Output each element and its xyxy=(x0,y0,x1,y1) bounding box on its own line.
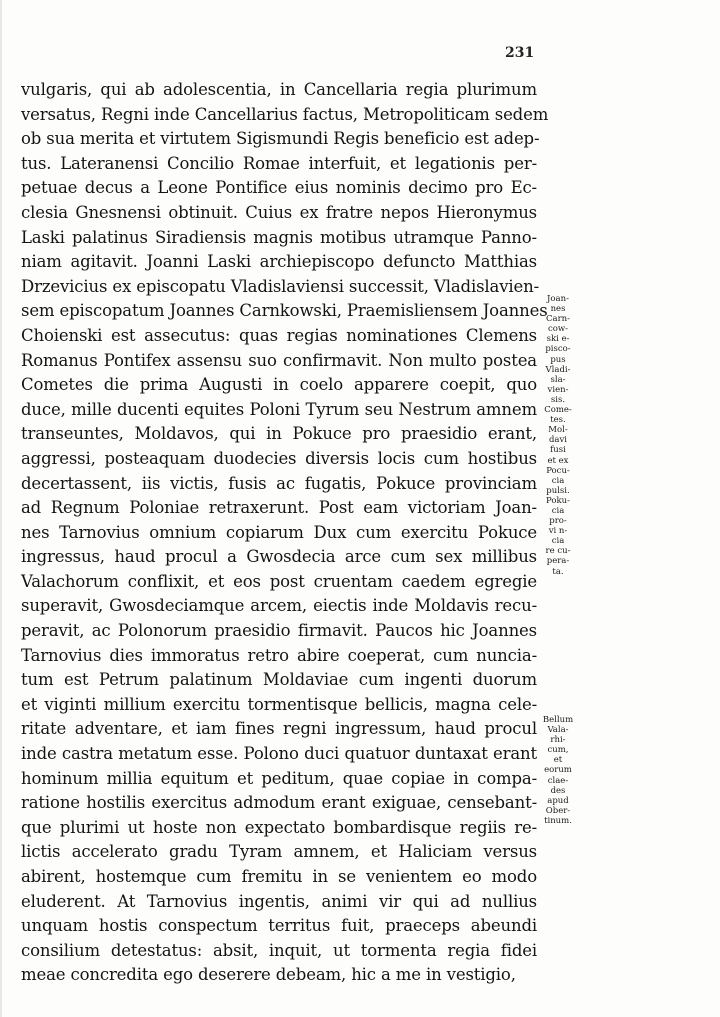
text-line: ob sua merita et virtutem Sigismundi Regis beneficio est adep- xyxy=(21,129,540,149)
text-line: que plurimi ut hoste non expectato bombardisque regiis re- xyxy=(21,817,537,837)
margin-note-line: re cu- xyxy=(545,546,571,557)
text-line: abirent, hostemque cum fremitu in se venientem eo modo xyxy=(21,867,537,886)
margin-note-line: cia xyxy=(551,505,565,516)
text-line: inde castra metatum esse. Polono duci quatuor duntaxat erant xyxy=(21,744,537,764)
margin-note-line: fusi xyxy=(550,445,566,456)
page-number: 231 xyxy=(505,45,535,61)
margin-note-carnkowski xyxy=(538,294,578,577)
margin-note-line: nes xyxy=(550,304,566,315)
text-line: unquam hostis conspectum territus fuit, praeceps abeundi xyxy=(21,916,537,936)
text-line: sem episcopatum Joannes Carnkowski, Praemisliensem Joannes xyxy=(21,301,548,321)
text-line: niam agitavit. Joanni Laski archiepiscopo defuncto Matthias xyxy=(21,252,537,272)
margin-note-line: ski e- xyxy=(546,334,570,345)
text-line: vulgaris, qui ab adolescentia, in Cancellaria regia plurimum xyxy=(21,80,537,99)
margin-note-bellum xyxy=(538,715,578,826)
margin-note-line: Poku- xyxy=(546,495,570,506)
margin-note-line: davi xyxy=(548,435,568,446)
text-line: peravit, ac Polonorum praesidio firmavit. Paucos hic Joannes xyxy=(21,621,537,641)
text-line: Cometes die prima Augusti in coelo apparere coepit, quo xyxy=(21,375,537,395)
margin-note-line: Bellum xyxy=(542,715,574,725)
text-line: Valachorum conflixit, et eos post cruentam caedem egregie xyxy=(21,571,537,591)
text-line: ritate adventare, et iam fines regni ingressum, haud procul xyxy=(21,719,537,739)
text-line: petuae decus a Leone Pontifice eius nominis decimo pro Ec- xyxy=(21,178,537,198)
margin-note-line: pro- xyxy=(549,516,567,527)
margin-note-line: rhi- xyxy=(550,735,566,746)
text-line: Laski palatinus Siradiensis magnis motibus utramque Panno- xyxy=(21,227,537,247)
margin-note-line: pus xyxy=(550,354,566,365)
margin-note-line: Pocu- xyxy=(546,465,570,476)
text-line: superavit, Gwosdeciamque arcem, eiectis inde Moldavis recu- xyxy=(21,596,537,616)
text-line: ingressus, haud procul a Gwosdecia arce cum sex millibus xyxy=(21,547,537,567)
margin-note-line: Mol- xyxy=(548,425,568,436)
text-line: Drzevicius ex episcopatu Vladislaviensi successit, Vladislavien- xyxy=(21,276,540,296)
text-line: versatus, Regni inde Cancellarius factus, Metropoliticam sedem xyxy=(21,104,549,124)
margin-note-line: Come- xyxy=(544,405,572,416)
margin-note-line: cow- xyxy=(547,324,569,335)
margin-note-line: tinum. xyxy=(544,815,572,826)
margin-note-line: Ober- xyxy=(545,805,571,816)
text-line: tus. Lateranensi Concilio Romae interfuit, et legationis per- xyxy=(21,153,537,173)
text-line: eluderent. At Tarnovius ingentis, animi vir qui ad nullius xyxy=(21,891,537,911)
text-line: duce, mille ducenti equites Poloni Tyrum seu Nestrum amnem xyxy=(21,399,537,419)
text-line: ratione hostilis exercitus admodum erant exiguae, censebant- xyxy=(21,793,537,813)
text-line: Romanus Pontifex assensu suo confirmavit. Non multo postea xyxy=(21,350,537,370)
margin-note-line: sis. xyxy=(550,394,566,405)
margin-note-line: eorum xyxy=(544,765,572,776)
margin-note-line: Vala- xyxy=(547,725,569,736)
text-line: tum est Petrum palatinum Moldaviae cum ingenti duorum xyxy=(21,670,537,690)
margin-note-line: des xyxy=(550,785,566,796)
margin-note-line: cia xyxy=(551,475,565,486)
margin-note-line: vien- xyxy=(547,384,569,395)
scan-edge xyxy=(0,0,2,1017)
text-line: clesia Gnesnensi obtinuit. Cuius ex fratre nepos Hieronymus xyxy=(21,202,537,222)
margin-note-line: pulsi. xyxy=(546,485,570,496)
margin-note-line: et xyxy=(553,755,563,766)
margin-note-line: sla- xyxy=(550,374,566,385)
margin-note-line: tes. xyxy=(550,415,566,426)
text-line: transeuntes, Moldavos, qui in Pokuce pro praesidio erant, xyxy=(21,424,537,444)
body-text xyxy=(21,78,549,988)
margin-note-line: Carn- xyxy=(546,314,570,325)
text-line: decertassent, iis victis, fusis ac fugatis, Pokuce provinciam xyxy=(21,473,537,493)
margin-note-line: cum, xyxy=(547,745,569,756)
margin-note-line: ta. xyxy=(552,566,564,577)
text-line: nes Tarnovius omnium copiarum Dux cum exercitu Pokuce xyxy=(21,522,537,542)
text-line: ad Regnum Poloniae retraxerunt. Post eam victoriam Joan- xyxy=(21,498,537,518)
text-line: Choienski est assecutus: quas regias nominationes Clemens xyxy=(21,325,537,345)
text-line: Tarnovius dies immoratus retro abire coeperat, cum nuncia- xyxy=(21,645,537,665)
margin-note-line: pisco- xyxy=(545,344,571,355)
margin-note-line: vi n- xyxy=(548,526,568,537)
margin-note-line: Joan- xyxy=(547,294,569,304)
margin-note-line: pera- xyxy=(546,556,570,567)
text-line: aggressi, posteaquam duodecies diversis locis cum hostibus xyxy=(21,448,537,468)
text-line: lictis accelerato gradu Tyram amnem, et Haliciam versus xyxy=(21,842,537,862)
text-line: et viginti millium exercitu tormentisque bellicis, magna cele- xyxy=(21,694,537,714)
margin-note-line: Vladi- xyxy=(545,364,571,375)
text-line: consilium detestatus: absit, inquit, ut tormenta regia fidei xyxy=(21,940,537,960)
margin-note-line: cia xyxy=(551,536,565,547)
margin-note-line: apud xyxy=(547,795,569,806)
margin-note-line: clae- xyxy=(547,775,569,786)
margin-note-line: et ex xyxy=(547,455,569,466)
text-line: meae concredita ego deserere debeam, hic a me in vestigio, xyxy=(21,965,516,985)
text-line: hominum millia equitum et peditum, quae copiae in compa- xyxy=(21,768,537,788)
